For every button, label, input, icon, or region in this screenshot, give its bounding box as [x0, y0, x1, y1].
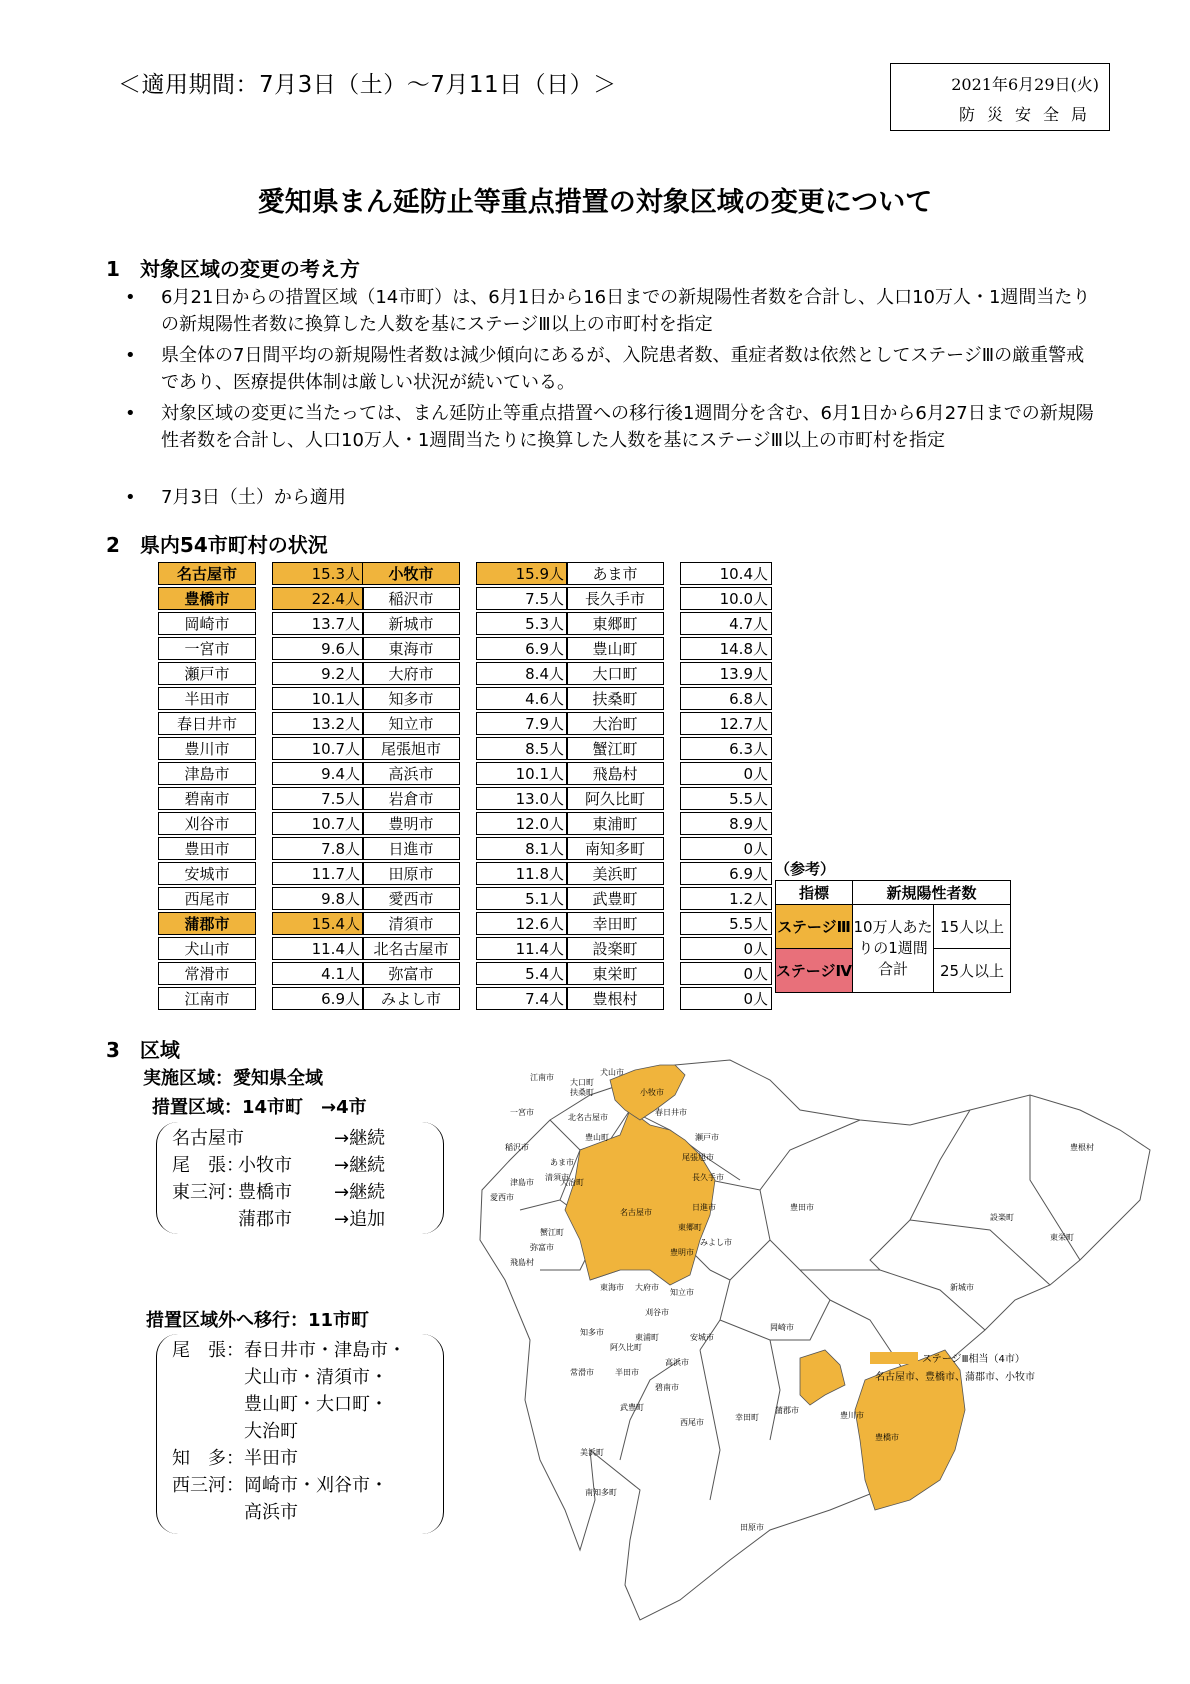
exit-row-b: 春日井市・津島市・	[244, 1340, 406, 1361]
municipality-name: 長久手市	[566, 587, 664, 610]
municipality-name: 刈谷市	[158, 812, 256, 835]
map-label: 豊田市	[790, 1203, 814, 1212]
exit-row-a: 西三河：	[172, 1475, 244, 1496]
municipality-name: 田原市	[362, 862, 460, 885]
table-row	[566, 937, 772, 960]
table-row	[362, 937, 568, 960]
municipality-name: 西尾市	[158, 887, 256, 910]
municipality-value: 0人	[680, 837, 772, 860]
municipality-name: 稲沢市	[362, 587, 460, 610]
municipality-name: 美浜町	[566, 862, 664, 885]
municipality-table-3	[566, 560, 772, 1012]
municipality-name: 豊田市	[158, 837, 256, 860]
map-label: 新城市	[950, 1283, 974, 1292]
municipality-value: 9.2人	[272, 662, 364, 685]
table-row	[566, 662, 772, 685]
municipality-name: 阿久比町	[566, 787, 664, 810]
map-label: 蟹江町	[540, 1228, 564, 1237]
map-label: 豊山町	[585, 1133, 609, 1142]
map-label: 設楽町	[990, 1213, 1014, 1222]
issuing-department: 防災安全局	[958, 105, 1099, 124]
municipality-name: 蟹江町	[566, 737, 664, 760]
map-label: 刈谷市	[645, 1308, 669, 1317]
exit-row-b: 大治町	[244, 1421, 298, 1442]
measure-row-a: 尾 張：	[172, 1155, 244, 1176]
table-row	[566, 887, 772, 910]
exit-row-b: 岡崎市・刈谷市・	[244, 1475, 388, 1496]
municipality-name: 南知多町	[566, 837, 664, 860]
municipality-value: 7.4人	[476, 987, 568, 1010]
bullet-text: 県全体の7日間平均の新規陽性者数は減少傾向にあるが、入院患者数、重症者数は依然としてステージⅢの厳重警戒であり、医療提供体制は厳しい状況が続いている。	[161, 345, 1085, 393]
municipality-name: あま市	[566, 562, 664, 585]
map-label: あま市	[550, 1158, 574, 1167]
map-label: 大口町	[570, 1078, 594, 1087]
table-row	[158, 587, 364, 610]
municipality-value: 10.7人	[272, 812, 364, 835]
table-row	[362, 837, 568, 860]
map-label: 岡崎市	[770, 1323, 794, 1332]
municipality-name: 幸田町	[566, 912, 664, 935]
map-label: 津島市	[510, 1178, 534, 1187]
table-row	[158, 562, 364, 585]
table-row	[362, 712, 568, 735]
exit-row-b: 半田市	[244, 1448, 298, 1469]
map-label: 半田市	[615, 1368, 639, 1377]
ref-stage3: ステージⅢ	[776, 905, 853, 949]
municipality-name: 新城市	[362, 612, 460, 635]
table-row	[566, 737, 772, 760]
table-row	[566, 862, 772, 885]
map-label: 愛西市	[490, 1193, 514, 1202]
municipality-name: 設楽町	[566, 937, 664, 960]
municipality-value: 9.4人	[272, 762, 364, 785]
bullet-text: 6月21日からの措置区域（14市町）は、6月1日から16日までの新規陽性者数を合計し、人口10万人・1週間当たりの新規陽性者数に換算した人数を基にステージⅢ以上の市町村を指定	[161, 287, 1091, 335]
table-row	[158, 987, 364, 1010]
section3-heading: 3 区域	[106, 1038, 180, 1062]
table-row	[362, 562, 568, 585]
table-row	[362, 762, 568, 785]
measure-row-a: 名古屋市	[172, 1128, 244, 1149]
map-label: 豊根村	[1070, 1143, 1094, 1152]
measure-area: 措置区域：14市町 →4市	[152, 1097, 367, 1118]
table-row	[566, 762, 772, 785]
municipality-value: 11.4人	[272, 937, 364, 960]
municipality-table-2	[362, 560, 568, 1012]
implementation-area: 実施区域：愛知県全域	[143, 1068, 323, 1089]
municipality-name: 碧南市	[158, 787, 256, 810]
table-row	[566, 962, 772, 985]
municipality-value: 6.9人	[476, 637, 568, 660]
measure-row-c: →継続	[334, 1182, 386, 1203]
map-label: 北名古屋市	[568, 1113, 608, 1122]
municipality-value: 5.5人	[680, 787, 772, 810]
map-label: 常滑市	[570, 1368, 594, 1377]
municipality-value: 10.1人	[272, 687, 364, 710]
municipality-table-1	[158, 560, 364, 1012]
legend-cities: 名古屋市、豊橋市、蒲郡市、小牧市	[875, 1372, 1035, 1383]
table-row	[362, 962, 568, 985]
municipality-value: 8.4人	[476, 662, 568, 685]
exit-row-a: 知 多：	[172, 1448, 244, 1469]
table-row	[158, 887, 364, 910]
municipality-name: 知立市	[362, 712, 460, 735]
map-label: 高浜市	[665, 1358, 689, 1367]
municipality-name: 清須市	[362, 912, 460, 935]
table-row	[362, 687, 568, 710]
municipality-value: 15.9人	[476, 562, 568, 585]
municipality-name: 一宮市	[158, 637, 256, 660]
table-row	[158, 912, 364, 935]
municipality-name: 愛西市	[362, 887, 460, 910]
municipality-value: 6.8人	[680, 687, 772, 710]
map-label: 日進市	[692, 1203, 716, 1212]
exit-row-b: 豊山町・大口町・	[244, 1394, 388, 1415]
table-row	[362, 587, 568, 610]
table-row	[158, 787, 364, 810]
exit-area: 措置区域外へ移行：11市町	[146, 1310, 370, 1331]
legend-swatch	[870, 1352, 918, 1364]
map-label: 大治町	[560, 1178, 584, 1187]
municipality-name: 岩倉市	[362, 787, 460, 810]
municipality-name: 東郷町	[566, 612, 664, 635]
table-row	[566, 612, 772, 635]
map-label: 東郷町	[678, 1223, 702, 1232]
reference-label: （参考）	[775, 860, 836, 878]
table-row	[158, 862, 364, 885]
exit-row-a: 尾 張：	[172, 1340, 244, 1361]
ref-col-new-cases: 新規陽性者数	[853, 881, 1011, 905]
ref-stage3-threshold: 15人以上	[934, 905, 1011, 949]
municipality-value: 8.5人	[476, 737, 568, 760]
legend-label: ステージⅢ相当（4市）	[922, 1354, 1025, 1365]
table-row	[566, 812, 772, 835]
municipality-name: 瀬戸市	[158, 662, 256, 685]
section1-heading: 1 対象区域の変更の考え方	[106, 257, 360, 281]
table-row	[158, 762, 364, 785]
table-row	[566, 987, 772, 1010]
ref-stage4-threshold: 25人以上	[934, 949, 1011, 993]
measure-row-b: 豊橋市	[238, 1182, 292, 1203]
table-row	[362, 637, 568, 660]
municipality-value: 0人	[680, 937, 772, 960]
municipality-name: 知多市	[362, 687, 460, 710]
municipality-value: 6.3人	[680, 737, 772, 760]
map-label: 春日井市	[655, 1108, 687, 1117]
bullet-text: 対象区域の変更に当たっては、まん延防止等重点措置への移行後1週間分を含む、6月1日から6月27日までの新規陽性者数を合計し、人口10万人・1週間当たりに換算した人数を基にステージⅢ以上の市町村を指定	[161, 403, 1094, 451]
map-label: 知多市	[580, 1328, 604, 1337]
map-label: 豊川市	[840, 1411, 864, 1420]
municipality-name: 春日井市	[158, 712, 256, 735]
table-row	[158, 737, 364, 760]
table-row	[362, 787, 568, 810]
table-row	[566, 687, 772, 710]
municipality-name: 岡崎市	[158, 612, 256, 635]
municipality-value: 10.1人	[476, 762, 568, 785]
municipality-value: 12.6人	[476, 912, 568, 935]
table-row	[566, 712, 772, 735]
map-label: 武豊町	[620, 1403, 644, 1412]
municipality-name: 飛島村	[566, 762, 664, 785]
municipality-value: 12.7人	[680, 712, 772, 735]
municipality-value: 5.5人	[680, 912, 772, 935]
table-row	[158, 937, 364, 960]
measure-row-c: →継続	[334, 1155, 386, 1176]
municipality-name: 東海市	[362, 637, 460, 660]
municipality-value: 7.9人	[476, 712, 568, 735]
ref-metric: 10万人あたりの1週間合計	[853, 905, 934, 993]
map-label: 豊橋市	[875, 1433, 899, 1442]
municipality-value: 0人	[680, 962, 772, 985]
map-label: 扶桑町	[570, 1088, 594, 1097]
ref-col-indicator: 指標	[776, 881, 853, 905]
municipality-name: 津島市	[158, 762, 256, 785]
municipality-name: 常滑市	[158, 962, 256, 985]
section2-heading: 2 県内54市町村の状況	[106, 533, 328, 557]
municipality-name: 江南市	[158, 987, 256, 1010]
map-label: 阿久比町	[610, 1343, 642, 1352]
municipality-value: 11.4人	[476, 937, 568, 960]
municipality-name: 大口町	[566, 662, 664, 685]
municipality-value: 7.8人	[272, 837, 364, 860]
map-label: 名古屋市	[620, 1208, 652, 1217]
map-label: 犬山市	[600, 1068, 624, 1077]
table-row	[566, 912, 772, 935]
issue-date-box	[890, 63, 1110, 131]
table-row	[158, 837, 364, 860]
measure-row-a: 東三河：	[172, 1182, 244, 1203]
municipality-value: 13.7人	[272, 612, 364, 635]
map-label: 大府市	[635, 1283, 659, 1292]
municipality-value: 22.4人	[272, 587, 364, 610]
municipality-value: 6.9人	[272, 987, 364, 1010]
municipality-value: 4.7人	[680, 612, 772, 635]
municipality-name: 蒲郡市	[158, 912, 256, 935]
table-row	[158, 687, 364, 710]
measure-row-c: →継続	[334, 1128, 386, 1149]
municipality-value: 11.8人	[476, 862, 568, 885]
municipality-value: 6.9人	[680, 862, 772, 885]
table-row	[158, 962, 364, 985]
map-label: 一宮市	[510, 1108, 534, 1117]
exit-row-b: 犬山市・清須市・	[244, 1367, 388, 1388]
table-row	[362, 737, 568, 760]
municipality-name: 東浦町	[566, 812, 664, 835]
map-label: 長久手市	[692, 1173, 724, 1182]
table-row	[158, 712, 364, 735]
exit-row-b: 高浜市	[244, 1502, 298, 1523]
prefecture-outline	[480, 1060, 1150, 1620]
municipality-name: みよし市	[362, 987, 460, 1010]
municipality-name: 大府市	[362, 662, 460, 685]
map-label: 西尾市	[680, 1418, 704, 1427]
municipality-value: 0人	[680, 762, 772, 785]
municipality-value: 1.2人	[680, 887, 772, 910]
municipality-name: 豊橋市	[158, 587, 256, 610]
map-label: 稲沢市	[505, 1143, 529, 1152]
table-row	[566, 787, 772, 810]
issue-date: 2021年6月29日(火)	[951, 75, 1099, 94]
municipality-value: 5.4人	[476, 962, 568, 985]
municipality-name: 尾張旭市	[362, 737, 460, 760]
municipality-name: 小牧市	[362, 562, 460, 585]
table-row	[362, 887, 568, 910]
municipality-name: 犬山市	[158, 937, 256, 960]
municipality-value: 13.9人	[680, 662, 772, 685]
municipality-value: 14.8人	[680, 637, 772, 660]
map-label: 清須市	[545, 1173, 569, 1182]
table-row	[362, 862, 568, 885]
municipality-name: 名古屋市	[158, 562, 256, 585]
table-row	[158, 812, 364, 835]
table-row	[158, 637, 364, 660]
municipality-name: 日進市	[362, 837, 460, 860]
page-title: 愛知県まん延防止等重点措置の対象区域の変更について	[257, 187, 933, 218]
table-row	[362, 812, 568, 835]
municipality-name: 大治町	[566, 712, 664, 735]
municipality-value: 10.7人	[272, 737, 364, 760]
table-row	[566, 837, 772, 860]
map-label: 蒲郡市	[775, 1406, 799, 1415]
municipality-value: 8.9人	[680, 812, 772, 835]
municipality-name: 扶桑町	[566, 687, 664, 710]
map-label: 知立市	[670, 1288, 694, 1297]
municipality-name: 豊根村	[566, 987, 664, 1010]
table-row	[362, 662, 568, 685]
table-row	[158, 662, 364, 685]
municipality-name: 安城市	[158, 862, 256, 885]
municipality-name: 武豊町	[566, 887, 664, 910]
municipality-value: 4.1人	[272, 962, 364, 985]
municipality-name: 豊川市	[158, 737, 256, 760]
map-label: 飛島村	[510, 1258, 534, 1267]
reference-table	[775, 880, 1011, 993]
municipality-value: 8.1人	[476, 837, 568, 860]
municipality-value: 12.0人	[476, 812, 568, 835]
measure-row-b: 小牧市	[238, 1155, 292, 1176]
map-label: 瀬戸市	[695, 1133, 719, 1142]
municipality-value: 15.3人	[272, 562, 364, 585]
municipality-value: 7.5人	[476, 587, 568, 610]
map-label: みよし市	[700, 1238, 732, 1247]
municipality-value: 15.4人	[272, 912, 364, 935]
municipality-name: 北名古屋市	[362, 937, 460, 960]
table-row	[158, 612, 364, 635]
map-label: 安城市	[690, 1333, 714, 1342]
municipality-value: 7.5人	[272, 787, 364, 810]
table-row	[566, 562, 772, 585]
map-label: 田原市	[740, 1523, 764, 1532]
municipality-name: 東栄町	[566, 962, 664, 985]
ref-stage4: ステージⅣ	[776, 949, 853, 993]
table-row	[362, 612, 568, 635]
map-label: 南知多町	[585, 1488, 617, 1497]
table-row	[566, 637, 772, 660]
municipality-value: 9.8人	[272, 887, 364, 910]
municipality-value: 10.0人	[680, 587, 772, 610]
map-label: 豊明市	[670, 1248, 694, 1257]
measure-row-b: 蒲郡市	[238, 1209, 292, 1230]
municipality-name: 豊明市	[362, 812, 460, 835]
map-label: 東海市	[600, 1283, 624, 1292]
applicable-period: ＜適用期間：7月3日（土）～7月11日（日）＞	[118, 72, 617, 98]
map-label: 東浦町	[635, 1333, 659, 1342]
bullet-text: 7月3日（土）から適用	[161, 487, 346, 508]
municipality-value: 13.2人	[272, 712, 364, 735]
municipality-name: 半田市	[158, 687, 256, 710]
municipality-value: 5.3人	[476, 612, 568, 635]
municipality-value: 5.1人	[476, 887, 568, 910]
municipality-name: 豊山町	[566, 637, 664, 660]
municipality-value: 9.6人	[272, 637, 364, 660]
municipality-value: 0人	[680, 987, 772, 1010]
aichi-map	[470, 1040, 1160, 1660]
table-row	[362, 912, 568, 935]
municipality-value: 4.6人	[476, 687, 568, 710]
municipality-value: 11.7人	[272, 862, 364, 885]
map-label: 江南市	[530, 1073, 554, 1082]
map-label: 弥富市	[530, 1243, 554, 1252]
municipality-value: 13.0人	[476, 787, 568, 810]
map-label: 尾張旭市	[682, 1153, 714, 1162]
municipality-name: 高浜市	[362, 762, 460, 785]
map-label: 美浜町	[580, 1448, 604, 1457]
map-label: 小牧市	[640, 1088, 664, 1097]
municipality-value: 10.4人	[680, 562, 772, 585]
municipality-name: 弥富市	[362, 962, 460, 985]
map-label: 東栄町	[1050, 1233, 1074, 1242]
map-label: 碧南市	[655, 1383, 679, 1392]
table-row	[566, 587, 772, 610]
table-row	[362, 987, 568, 1010]
map-label: 幸田町	[735, 1413, 759, 1422]
measure-row-c: →追加	[334, 1209, 386, 1230]
